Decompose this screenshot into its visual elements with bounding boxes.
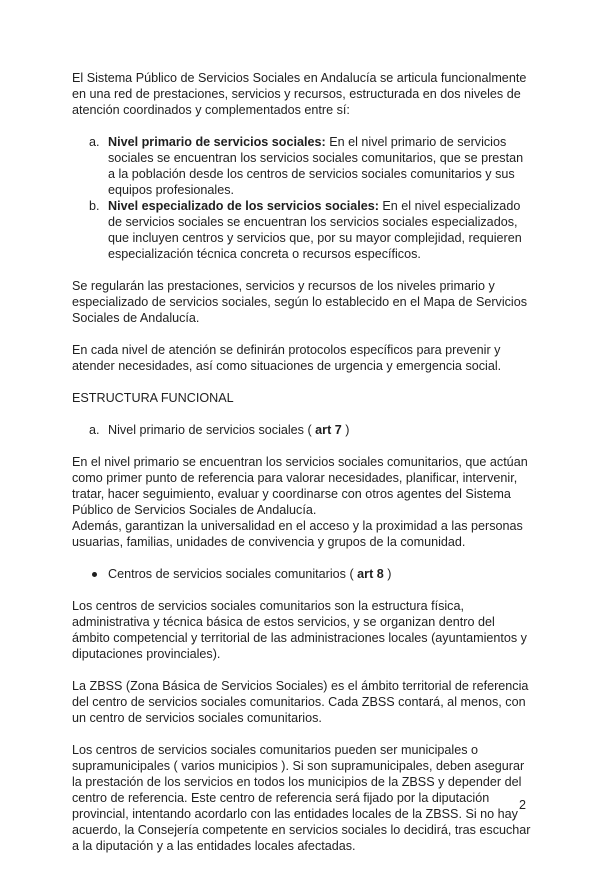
primary-item-close: ) [341,423,350,437]
centers-item-close: ) [383,567,392,581]
primary-item-text: Nivel primario de servicios sociales ( [108,423,316,437]
list-marker: b. [89,199,100,213]
zbss-paragraph: La ZBSS (Zona Básica de Servicios Sociales) es el ámbito territorial de referencia del centro de servicios sociales comunitarios. Cada ZBSS contará, al menos, con un centro de servicios sociales comunitarios. [72,679,529,725]
centers-item-text: Centros de servicios sociales comunitarios ( [108,567,358,581]
article-reference: art 7 [315,423,342,437]
level-title: Nivel primario de servicios sociales: [108,135,326,149]
level-text: En el nivel primario de servicios sociales se encuentran los servicios sociales comunitarios, que se prestan a la población desde los centros de servicios sociales comunitarios y sus equipos profesionales. [108,135,524,197]
level-title: Nivel especializado de los servicios sociales: [108,199,379,213]
primary-level-item [72,422,532,438]
list-item-specialized-level [72,198,532,262]
list-marker: a. [89,135,100,149]
document-page [72,70,532,870]
regulation-paragraph: Se regularán las prestaciones, servicios y recursos de los niveles primario y especializado de servicios sociales, según lo establecido en el Mapa de Servicios Sociales de Andalucía. [72,279,528,325]
section-heading: ESTRUCTURA FUNCIONAL [72,391,234,405]
levels-list [72,134,532,262]
list-item-primary-level [72,134,532,198]
page-number: 2 [518,798,526,812]
article-reference: art 8 [357,567,384,581]
municipal-paragraph: Los centros de servicios sociales comunitarios pueden ser municipales o supramunicipales ( varios municipios ). Si son supramunicipales, deben asegurar la prestación de los servicios en todos los municipios de la ZBSS y depender del centro de referencia. Este centro de referencia será fijado por la diputación provincial, intentando acordarlo con las entidades locales de la ZBSS. Si no hay acuerdo, la Consejería competente en servicios sociales lo decidirá, tras escuchar a la diputación y a las entidades locales afectadas. [72,743,531,853]
protocols-paragraph: En cada nivel de atención se definirán protocolos específicos para prevenir y atender necesidades, así como situaciones de urgencia y emergencia social. [72,343,502,373]
centers-item [72,566,532,582]
primary-paragraph-2: Además, garantizan la universalidad en el acceso y la proximidad a las personas usuarias, familias, unidades de convivencia y grupos de la comunidad. [72,519,523,549]
intro-paragraph: El Sistema Público de Servicios Sociales en Andalucía se articula funcionalmente en una red de prestaciones, servicios y recursos, estructurada en dos niveles de atención coordinados y complementados entre sí: [72,71,527,117]
level-text: En el nivel especializado de servicios sociales se encuentran los servicios sociales especializados, que incluyen centros y servicios que, por su mayor complejidad, requieren especialización técnica concreta o recursos específicos. [108,199,522,261]
primary-paragraph-1: En el nivel primario se encuentran los servicios sociales comunitarios, que actúan como primer punto de referencia para valorar necesidades, planificar, intervenir, tratar, hacer seguimiento, evaluar y coordinarse con otros agentes del Sistema Público de Servicios Sociales de Andalucía. [72,455,528,517]
list-marker: a. [89,423,100,437]
bullet-icon [92,572,97,577]
centers-paragraph: Los centros de servicios sociales comunitarios son la estructura física, administrativa y técnica básica de estos servicios, y se organizan dentro del ámbito competencial y territorial de las administraciones locales (ayuntamientos y diputaciones provinciales). [72,599,527,661]
